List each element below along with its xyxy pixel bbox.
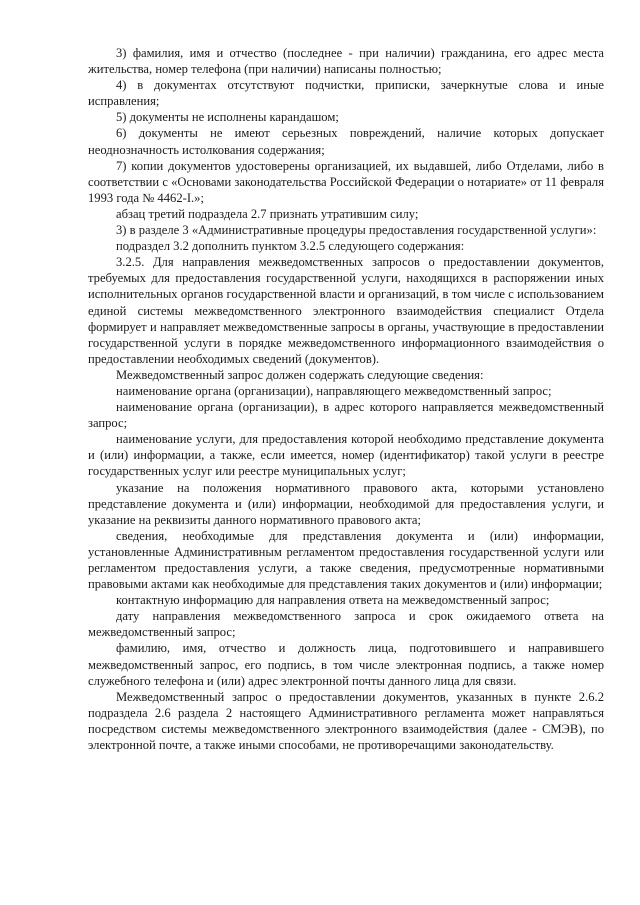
item-7-certified-copies: 7) копии документов удостоверены организацией, их выдавшей, либо Отделами, либо в соответствии с «Основами законодательства Российской Федерации о нотариате» от 11 февраля 1993 года № 4462-I.»; — [88, 158, 604, 205]
request-contents-intro: Межведомственный запрос должен содержать следующие сведения: — [116, 367, 484, 382]
item-3-full-name: 3) фамилия, имя и отчество (последнее - при наличии) гражданина, его адрес места жительства, номер телефона (при наличии) написаны полностью; — [88, 46, 604, 77]
request-item-contact-info: контактную информацию для направления ответа на межведомственный запрос; — [116, 593, 550, 608]
item-4-no-corrections: 4) в документах отсутствуют подчистки, приписки, зачеркнутые слова и иные исправления; — [88, 78, 604, 109]
request-item-dates: дату направления межведомственного запроса и срок ожидаемого ответа на межведомственный запрос; — [88, 609, 604, 640]
item-5-no-pencil: 5) документы не исполнены карандашом; — [116, 110, 339, 125]
clause-3-2-5: 3.2.5. Для направления межведомственных запросов о предоставлении документов, требуемых для предоставления государственной услуги, находящихся в распоряжении иных исполнительных органов государственной власти и организаций, в том числе с использованием единой системы межведомственного электронного взаимодействия специалист Отдела формирует и направляет межведомственные запросы в органы, участвующие в предоставлении государственной услуги в порядке межведомственного информационного взаимодействия о предоставлении необходимых сведений (документов). — [88, 255, 604, 366]
request-item-signatory: фамилию, имя, отчество и должность лица, подготовившего и направившего межведомственный запрос, его подпись, в том числе электронная подпись, а также номер служебного телефона и (или) адрес электронной почты данного лица для связи. — [88, 641, 604, 688]
request-item-sender: наименование органа (организации), направляющего межведомственный запрос; — [116, 383, 552, 398]
request-item-service-name: наименование услуги, для предоставления которой необходимо представление документа и (или) информации, а также, если имеется, номер (идентификатор) такой услуги в реестре государственных услуг или реестре муниципальных услуг; — [88, 432, 604, 479]
request-item-recipient: наименование органа (организации), в адрес которого направляется межведомственный запрос; — [88, 400, 604, 431]
section-3-amendment: 3) в разделе 3 «Административные процедуры предоставления государственной услуги»: — [116, 223, 597, 238]
paragraph-2-7-repeal: абзац третий подраздела 2.7 признать утратившим силу; — [116, 206, 419, 221]
request-item-legal-act: указание на положения нормативного правового акта, которыми установлено представление документа и (или) информации, необходимой для предоставления услуги, и указание на реквизиты данного нормативного правового акта; — [88, 480, 604, 527]
item-6-no-damage: 6) документы не имеют серьезных повреждений, наличие которых допускает неоднозначность истолкования содержания; — [88, 126, 604, 157]
subsection-3-2-addition: подраздел 3.2 дополнить пунктом 3.2.5 следующего содержания: — [116, 239, 465, 254]
document-page — [88, 45, 604, 753]
request-item-required-info: сведения, необходимые для представления документа и (или) информации, установленные Административным регламентом предоставления государственной услуги или регламентом предоставления услуги, а также сведения, предусмотренные нормативными правовыми актами как необходимые для представления таких документов и (или) информации; — [88, 528, 604, 592]
request-delivery-methods: Межведомственный запрос о предоставлении документов, указанных в пункте 2.6.2 подраздела 2.6 раздела 2 настоящего Административного регламента может направляться посредством системы межведомственного электронного взаимодействия (далее - СМЭВ), по электронной почте, а также иными способами, не противоречащими законодательству. — [88, 689, 604, 753]
